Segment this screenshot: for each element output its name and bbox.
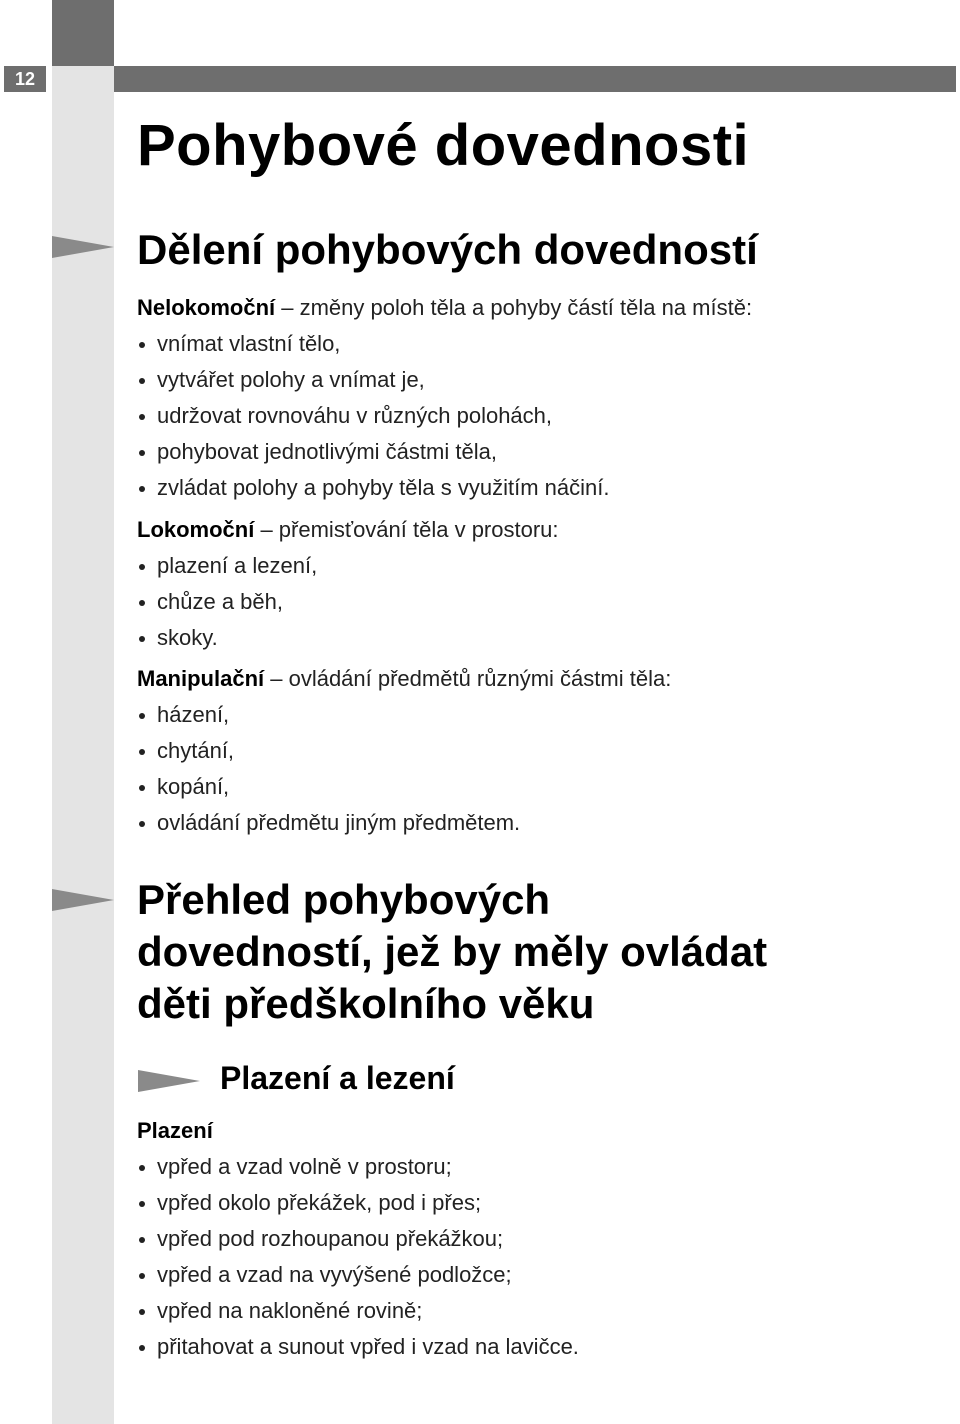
- list-item: vpřed a vzad na vyvýšené podložce;: [137, 1257, 917, 1293]
- list-item: udržovat rovnováhu v různých polohách,: [137, 398, 917, 434]
- list-item: vpřed na nakloněné rovině;: [137, 1293, 917, 1329]
- subsection-arrow-icon: [138, 1070, 200, 1092]
- left-margin-strip: [52, 0, 114, 1424]
- heading-line: dovedností, jež by měly ovládat: [137, 928, 768, 975]
- list-item: vpřed pod rozhoupanou překážkou;: [137, 1221, 917, 1257]
- section-arrow-icon: [52, 889, 114, 911]
- category-name: Nelokomoční: [137, 295, 276, 320]
- list-item: kopání,: [137, 769, 917, 805]
- category-name: Lokomoční: [137, 517, 255, 542]
- list-item: házení,: [137, 697, 917, 733]
- category-description: – ovládání předmětů různými částmi těla:: [264, 666, 672, 691]
- section-heading-division: Dělení pohybových dovedností: [137, 226, 758, 273]
- list-item: skoky.: [137, 620, 917, 656]
- list-item: chytání,: [137, 733, 917, 769]
- list-item: plazení a lezení,: [137, 548, 917, 584]
- list-item: ovládání předmětu jiným předmětem.: [137, 805, 917, 841]
- subsection-label: Plazení: [137, 1118, 213, 1143]
- item-list: [137, 326, 917, 506]
- list-item: vytvářet polohy a vnímat je,: [137, 362, 917, 398]
- page-number: 12: [4, 66, 46, 92]
- category-line: [137, 512, 917, 548]
- list-item: přitahovat a sunout vpřed i vzad na lavičce.: [137, 1329, 917, 1365]
- list-item: vpřed a vzad volně v prostoru;: [137, 1149, 917, 1185]
- section-arrow-icon: [52, 236, 114, 258]
- item-list: [137, 548, 917, 656]
- page-title: Pohybové dovednosti: [137, 113, 750, 178]
- list-item: vnímat vlastní tělo,: [137, 326, 917, 362]
- list-item: chůze a běh,: [137, 584, 917, 620]
- heading-line: děti předškolního věku: [137, 980, 595, 1027]
- category-nelokomocni: [137, 290, 917, 506]
- category-name: Manipulační: [137, 666, 265, 691]
- category-manipulacni: [137, 661, 917, 841]
- item-list: [137, 1149, 917, 1365]
- category-line: [137, 290, 917, 326]
- category-line: [137, 661, 917, 697]
- category-description: – přemisťování těla v prostoru:: [254, 517, 559, 542]
- list-item: vpřed okolo překážek, pod i přes;: [137, 1185, 917, 1221]
- category-description: – změny poloh těla a pohyby částí těla na místě:: [275, 295, 753, 320]
- section-heading-overview: [137, 874, 937, 1030]
- top-corner-block: [52, 0, 114, 66]
- header-bar: [114, 66, 956, 92]
- list-item: pohybovat jednotlivými částmi těla,: [137, 434, 917, 470]
- list-item: zvládat polohy a pohyby těla s využitím náčiní.: [137, 470, 917, 506]
- item-list: [137, 697, 917, 841]
- subsection-plazeni: [137, 1113, 917, 1365]
- heading-line: Přehled pohybových: [137, 876, 551, 923]
- category-lokomocni: [137, 512, 917, 656]
- subsection-heading: Plazení a lezení: [220, 1060, 455, 1096]
